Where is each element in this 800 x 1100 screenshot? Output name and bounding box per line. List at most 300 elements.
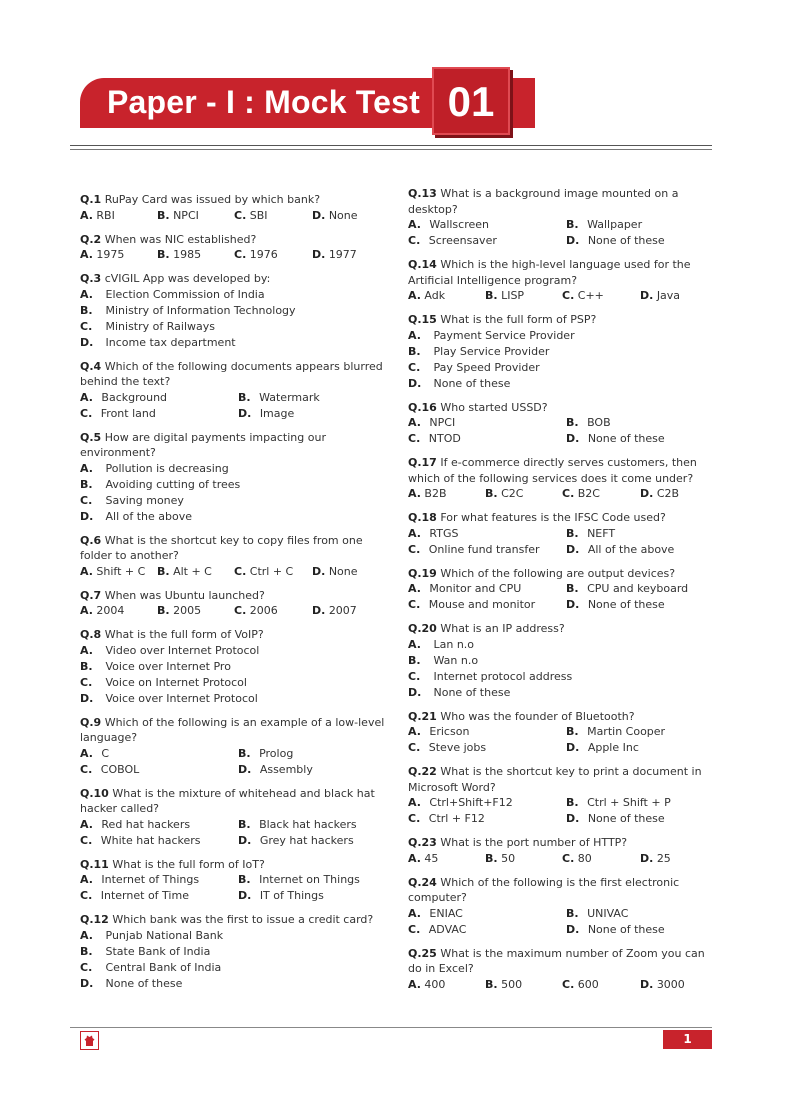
option-letter: A. bbox=[408, 796, 421, 809]
answer-option bbox=[408, 486, 485, 502]
option-letter: B. bbox=[238, 746, 251, 760]
option-text: Avoiding cutting of trees bbox=[105, 477, 241, 491]
question-prompt: Who started USSD? bbox=[440, 400, 548, 414]
answer-option bbox=[566, 906, 628, 922]
option-text: Pollution is decreasing bbox=[105, 461, 229, 475]
question-text bbox=[408, 621, 718, 637]
answer-option bbox=[234, 603, 312, 619]
question-prompt: RuPay Card was issued by which bank? bbox=[104, 193, 321, 206]
option-text: Election Commission of India bbox=[105, 287, 265, 301]
option-text: LISP bbox=[501, 289, 525, 302]
answer-option bbox=[408, 724, 566, 740]
question-q22 bbox=[408, 764, 718, 827]
option-letter: C. bbox=[80, 889, 93, 902]
option-letter: A. bbox=[80, 248, 93, 261]
option-text: Internet on Things bbox=[259, 873, 360, 886]
option-text: 2005 bbox=[173, 604, 202, 617]
question-number: Q.1 bbox=[80, 193, 102, 206]
option-text: RBI bbox=[96, 208, 115, 222]
answer-option bbox=[80, 319, 390, 335]
answer-option bbox=[80, 888, 238, 904]
page-number: 1 bbox=[663, 1030, 712, 1049]
option-letter: A. bbox=[80, 817, 93, 831]
option-letter: D. bbox=[312, 208, 326, 222]
option-letter: B. bbox=[566, 906, 579, 920]
option-text: Adk bbox=[424, 289, 446, 302]
answer-option bbox=[312, 603, 357, 619]
answer-option bbox=[408, 637, 718, 653]
option-letter: B. bbox=[566, 218, 579, 231]
option-letter: C. bbox=[408, 922, 421, 936]
answer-options bbox=[80, 817, 390, 849]
answer-option bbox=[238, 888, 324, 904]
option-text: Video over Internet Protocol bbox=[105, 643, 260, 657]
option-text: 2004 bbox=[96, 604, 125, 617]
option-letter: A. bbox=[80, 604, 93, 617]
option-text: Pay Speed Provider bbox=[433, 360, 540, 374]
question-text bbox=[408, 312, 718, 328]
option-letter: B. bbox=[485, 851, 498, 865]
answer-options bbox=[408, 526, 718, 558]
answer-option bbox=[408, 795, 566, 811]
option-text: 50 bbox=[501, 851, 516, 865]
answer-option bbox=[408, 526, 566, 542]
answer-option bbox=[562, 977, 640, 993]
question-prompt: Which is the high-level language used for the Artificial Intelligence program? bbox=[408, 258, 691, 287]
answer-option bbox=[80, 675, 390, 691]
answer-option bbox=[566, 795, 671, 811]
option-text: NPCI bbox=[173, 208, 199, 222]
option-letter: D. bbox=[640, 851, 654, 865]
option-letter: B. bbox=[408, 344, 421, 358]
option-text: 2007 bbox=[328, 604, 357, 617]
answer-option bbox=[238, 762, 313, 778]
option-text: NEFT bbox=[587, 526, 616, 540]
option-letter: D. bbox=[566, 234, 580, 247]
answer-option bbox=[80, 564, 157, 580]
option-letter: C. bbox=[562, 289, 575, 302]
option-letter: B. bbox=[408, 653, 421, 667]
answer-option bbox=[80, 509, 390, 525]
option-letter: C. bbox=[234, 564, 247, 578]
option-letter: D. bbox=[566, 432, 580, 445]
answer-option bbox=[408, 811, 566, 827]
answer-options bbox=[80, 390, 390, 422]
option-letter: A. bbox=[408, 218, 421, 231]
option-letter: A. bbox=[80, 643, 93, 657]
option-letter: D. bbox=[408, 376, 422, 390]
option-letter: C. bbox=[80, 493, 93, 507]
answer-option bbox=[408, 431, 566, 447]
option-text: CPU and keyboard bbox=[587, 582, 689, 595]
question-q9 bbox=[80, 715, 390, 778]
question-text bbox=[408, 186, 718, 217]
option-letter: A. bbox=[80, 208, 93, 222]
question-text bbox=[408, 257, 718, 288]
option-text: Saving money bbox=[105, 493, 184, 507]
option-letter: D. bbox=[238, 406, 252, 420]
answer-option bbox=[408, 653, 718, 669]
question-q21 bbox=[408, 709, 718, 757]
answer-options bbox=[408, 795, 718, 827]
option-text: SBI bbox=[249, 208, 268, 222]
option-letter: A. bbox=[80, 928, 93, 942]
answer-option bbox=[408, 922, 566, 938]
option-letter: A. bbox=[80, 873, 93, 886]
answer-options bbox=[408, 851, 718, 867]
option-text: All of the above bbox=[587, 542, 675, 556]
question-q24 bbox=[408, 875, 718, 938]
option-text: Online fund transfer bbox=[428, 542, 540, 556]
page-title: Paper - I : Mock Test bbox=[107, 84, 421, 120]
question-q16 bbox=[408, 400, 718, 448]
question-number: Q.10 bbox=[80, 786, 109, 800]
answer-option bbox=[485, 977, 562, 993]
question-prompt: What is the full form of PSP? bbox=[440, 313, 597, 326]
question-text bbox=[408, 566, 718, 582]
option-text: B2B bbox=[424, 487, 447, 500]
answer-option bbox=[408, 288, 485, 304]
option-letter: D. bbox=[312, 564, 326, 578]
option-letter: A. bbox=[80, 746, 93, 760]
option-letter: B. bbox=[238, 873, 251, 886]
answer-options bbox=[408, 724, 718, 756]
option-text: B2C bbox=[577, 487, 600, 500]
option-letter: A. bbox=[80, 287, 93, 301]
answer-options bbox=[80, 461, 390, 525]
answer-option bbox=[238, 833, 354, 849]
question-prompt: What is the port number of HTTP? bbox=[440, 836, 628, 849]
option-letter: C. bbox=[408, 598, 421, 611]
answer-option bbox=[238, 390, 320, 406]
question-prompt: If e-commerce directly serves customers, then which of the following services does it come under? bbox=[408, 456, 697, 485]
question-text bbox=[80, 715, 390, 746]
option-letter: B. bbox=[238, 817, 251, 831]
question-q4 bbox=[80, 359, 390, 422]
question-q11 bbox=[80, 857, 390, 905]
option-text: 1985 bbox=[173, 248, 202, 261]
option-text: Watermark bbox=[259, 390, 320, 404]
option-letter: B. bbox=[566, 725, 579, 738]
answer-option bbox=[408, 344, 718, 360]
option-text: Central Bank of India bbox=[105, 960, 222, 974]
option-letter: A. bbox=[80, 390, 93, 404]
answer-option bbox=[80, 477, 390, 493]
question-text bbox=[80, 533, 390, 564]
option-letter: C. bbox=[80, 675, 93, 689]
option-text: None of these bbox=[105, 976, 183, 990]
answer-option bbox=[485, 288, 562, 304]
answer-option bbox=[80, 461, 390, 477]
option-letter: B. bbox=[566, 796, 579, 809]
answer-option bbox=[80, 208, 157, 224]
answer-option bbox=[566, 542, 674, 558]
answer-option bbox=[238, 817, 357, 833]
question-q13 bbox=[408, 186, 718, 249]
option-letter: C. bbox=[80, 833, 93, 847]
option-letter: D. bbox=[566, 598, 580, 611]
option-text: Voice on Internet Protocol bbox=[105, 675, 247, 689]
answer-option bbox=[80, 390, 238, 406]
option-letter: D. bbox=[566, 741, 580, 754]
question-text bbox=[80, 192, 390, 208]
question-q2 bbox=[80, 232, 390, 264]
option-text: Wallscreen bbox=[429, 218, 489, 231]
answer-options bbox=[80, 746, 390, 778]
option-text: Internet of Time bbox=[100, 889, 189, 902]
option-text: 500 bbox=[501, 977, 523, 991]
option-text: BOB bbox=[587, 416, 611, 429]
answer-option bbox=[566, 922, 665, 938]
question-number: Q.22 bbox=[408, 765, 437, 778]
question-text bbox=[408, 709, 718, 725]
option-letter: A. bbox=[408, 582, 421, 595]
answer-option bbox=[566, 233, 665, 249]
option-letter: D. bbox=[566, 922, 580, 936]
answer-option bbox=[312, 564, 358, 580]
question-prompt: What is an IP address? bbox=[440, 622, 565, 635]
option-text: Background bbox=[101, 390, 168, 404]
option-letter: A. bbox=[408, 637, 421, 651]
option-letter: D. bbox=[312, 248, 326, 261]
question-number: Q.13 bbox=[408, 187, 437, 200]
answer-options bbox=[408, 217, 718, 249]
answer-option bbox=[408, 977, 485, 993]
question-text bbox=[80, 430, 390, 461]
question-number: Q.3 bbox=[80, 272, 102, 285]
answer-option bbox=[566, 811, 665, 827]
answer-option bbox=[80, 833, 238, 849]
answer-option bbox=[234, 247, 312, 263]
question-q7 bbox=[80, 588, 390, 620]
question-prompt: Which bank was the first to issue a credit card? bbox=[112, 913, 374, 926]
option-text: Wallpaper bbox=[587, 218, 643, 231]
option-letter: B. bbox=[566, 416, 579, 429]
option-text: 400 bbox=[424, 977, 446, 991]
option-text: C2C bbox=[501, 487, 524, 500]
footer-divider bbox=[70, 1027, 712, 1028]
question-text bbox=[408, 400, 718, 416]
answer-option bbox=[566, 581, 688, 597]
question-q8 bbox=[80, 627, 390, 707]
answer-option bbox=[566, 724, 665, 740]
option-letter: B. bbox=[485, 977, 498, 991]
option-text: None of these bbox=[587, 812, 665, 825]
question-text bbox=[80, 912, 390, 928]
option-text: Screensaver bbox=[428, 234, 497, 247]
right-question-column bbox=[408, 186, 718, 1001]
option-text: White hat hackers bbox=[100, 833, 201, 847]
option-text: 25 bbox=[656, 851, 671, 865]
question-q15 bbox=[408, 312, 718, 392]
option-letter: A. bbox=[408, 416, 421, 429]
question-q17 bbox=[408, 455, 718, 502]
answer-option bbox=[408, 906, 566, 922]
answer-option bbox=[485, 851, 562, 867]
question-text bbox=[408, 835, 718, 851]
answer-option bbox=[566, 415, 611, 431]
question-prompt: Who was the founder of Bluetooth? bbox=[440, 709, 635, 723]
answer-options bbox=[408, 288, 718, 304]
answer-option bbox=[80, 406, 238, 422]
option-text: 3000 bbox=[656, 977, 685, 991]
answer-option bbox=[566, 597, 665, 613]
option-text: Ctrl + Shift + P bbox=[587, 796, 671, 809]
question-text bbox=[80, 271, 390, 287]
option-text: Prolog bbox=[259, 746, 294, 760]
answer-option bbox=[408, 685, 718, 701]
option-text: Front land bbox=[100, 406, 156, 420]
option-text: NTOD bbox=[428, 432, 461, 445]
question-number: Q.14 bbox=[408, 258, 437, 271]
option-letter: D. bbox=[640, 487, 654, 500]
option-text: Martin Cooper bbox=[587, 725, 666, 738]
question-q14 bbox=[408, 257, 718, 304]
option-text: C++ bbox=[577, 289, 604, 302]
answer-options bbox=[80, 872, 390, 904]
option-text: None of these bbox=[587, 598, 665, 611]
answer-option bbox=[566, 740, 639, 756]
answer-option bbox=[408, 851, 485, 867]
answer-option bbox=[80, 762, 238, 778]
option-text: RTGS bbox=[429, 526, 459, 540]
answer-option bbox=[80, 287, 390, 303]
option-letter: C. bbox=[562, 487, 575, 500]
option-letter: A. bbox=[408, 851, 421, 865]
answer-options bbox=[80, 603, 390, 619]
option-text: Ministry of Information Technology bbox=[105, 303, 296, 317]
question-number: Q.18 bbox=[408, 511, 437, 524]
option-letter: B. bbox=[157, 604, 170, 617]
option-text: ADVAC bbox=[428, 922, 467, 936]
question-q18 bbox=[408, 510, 718, 558]
question-text bbox=[408, 875, 718, 906]
option-letter: B. bbox=[485, 289, 498, 302]
option-text: Image bbox=[259, 406, 295, 420]
option-letter: B. bbox=[238, 390, 251, 404]
answer-option bbox=[408, 740, 566, 756]
answer-option bbox=[157, 564, 234, 580]
option-text: Lan n.o bbox=[433, 637, 475, 651]
option-text: None of these bbox=[433, 685, 511, 699]
option-text: Income tax department bbox=[105, 335, 236, 349]
option-letter: A. bbox=[408, 289, 421, 302]
option-letter: B. bbox=[80, 944, 93, 958]
option-letter: C. bbox=[234, 248, 247, 261]
option-letter: D. bbox=[566, 542, 580, 556]
answer-option bbox=[408, 328, 718, 344]
question-number: Q.12 bbox=[80, 913, 109, 926]
option-text: Java bbox=[656, 289, 681, 302]
option-text: Ericson bbox=[429, 725, 470, 738]
option-text: C bbox=[101, 746, 110, 760]
answer-option bbox=[640, 977, 685, 993]
option-text: None bbox=[328, 564, 358, 578]
answer-option bbox=[566, 431, 665, 447]
answer-options bbox=[408, 581, 718, 613]
answer-option bbox=[80, 928, 390, 944]
option-letter: A. bbox=[408, 725, 421, 738]
option-letter: C. bbox=[80, 319, 93, 333]
answer-option bbox=[238, 746, 293, 762]
answer-option bbox=[408, 542, 566, 558]
question-number: Q.17 bbox=[408, 456, 437, 469]
option-text: IT of Things bbox=[259, 889, 324, 902]
answer-option bbox=[80, 944, 390, 960]
option-letter: D. bbox=[640, 977, 654, 991]
answer-options bbox=[408, 637, 718, 701]
option-text: Ctrl + F12 bbox=[428, 812, 485, 825]
option-letter: B. bbox=[566, 582, 579, 595]
option-text: COBOL bbox=[100, 762, 140, 776]
option-letter: B. bbox=[157, 208, 170, 222]
answer-option bbox=[408, 597, 566, 613]
option-text: 80 bbox=[577, 851, 592, 865]
answer-option bbox=[408, 233, 566, 249]
answer-option bbox=[640, 851, 671, 867]
option-letter: B. bbox=[566, 526, 579, 540]
answer-options bbox=[80, 928, 390, 992]
option-letter: D. bbox=[566, 812, 580, 825]
option-letter: A. bbox=[408, 906, 421, 920]
option-text: Red hat hackers bbox=[101, 817, 191, 831]
option-letter: C. bbox=[408, 432, 421, 445]
question-text bbox=[408, 455, 718, 486]
question-text bbox=[408, 946, 718, 977]
answer-option bbox=[566, 217, 642, 233]
option-letter: D. bbox=[80, 691, 94, 705]
answer-option bbox=[80, 493, 390, 509]
answer-option bbox=[80, 303, 390, 319]
option-text: Internet of Things bbox=[101, 873, 200, 886]
option-letter: B. bbox=[80, 303, 93, 317]
option-letter: C. bbox=[408, 360, 421, 374]
question-q1 bbox=[80, 192, 390, 224]
question-prompt: What is the shortcut key to copy files from one folder to another? bbox=[80, 533, 363, 562]
option-text: 1975 bbox=[96, 248, 125, 261]
option-text: Apple Inc bbox=[587, 741, 639, 754]
question-number: Q.6 bbox=[80, 533, 102, 547]
answer-option bbox=[234, 564, 312, 580]
header-divider bbox=[70, 145, 712, 146]
option-letter: C. bbox=[408, 741, 421, 754]
option-letter: A. bbox=[80, 461, 93, 475]
option-text: Play Service Provider bbox=[433, 344, 550, 358]
option-text: Punjab National Bank bbox=[105, 928, 224, 942]
answer-option bbox=[80, 817, 238, 833]
option-letter: D. bbox=[80, 335, 94, 349]
answer-option bbox=[80, 659, 390, 675]
question-prompt: Which of the following documents appears blurred behind the text? bbox=[80, 359, 383, 388]
option-letter: C. bbox=[234, 208, 247, 222]
option-letter: D. bbox=[238, 762, 252, 776]
answer-option bbox=[157, 208, 234, 224]
question-number: Q.4 bbox=[80, 359, 102, 373]
question-q19 bbox=[408, 566, 718, 614]
option-text: Wan n.o bbox=[433, 653, 479, 667]
answer-option bbox=[80, 247, 157, 263]
question-q3 bbox=[80, 271, 390, 351]
answer-option bbox=[157, 603, 234, 619]
option-letter: D. bbox=[408, 685, 422, 699]
question-text bbox=[408, 510, 718, 526]
question-number: Q.11 bbox=[80, 857, 109, 871]
answer-options bbox=[80, 208, 390, 224]
answer-option bbox=[80, 872, 238, 888]
option-letter: D. bbox=[238, 889, 252, 902]
question-text bbox=[80, 588, 390, 604]
option-text: Ctrl+Shift+F12 bbox=[429, 796, 513, 809]
